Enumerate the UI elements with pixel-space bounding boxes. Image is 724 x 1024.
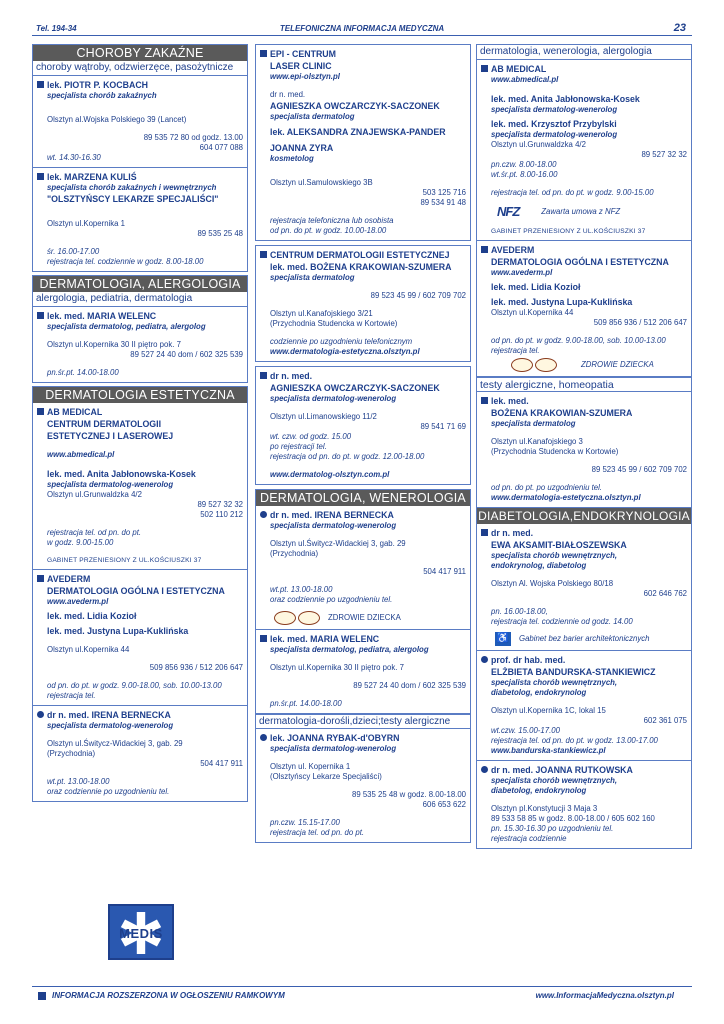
listing-url[interactable]: www.dermatolog-olsztyn.com.pl — [270, 470, 390, 479]
listing-organization: CENTRUM DERMATOLOGII — [47, 419, 162, 429]
listing-note: rejestracja telefoniczna lub osobista — [270, 216, 394, 225]
listing-specialty: specjalista dermatolog-wenerolog — [491, 130, 618, 139]
listing-name: CENTRUM DERMATOLOGII ESTETYCZNEJ — [270, 250, 450, 260]
listing-name: dr n. med. IRENA BERNECKA — [47, 710, 171, 720]
listing-specialty: specjalista chorób zakaźnych — [47, 91, 157, 100]
listing-specialty: endokrynolog, diabetolog — [491, 561, 587, 570]
listing-phone: 89 535 72 80 od godz. 13.00 — [143, 133, 243, 142]
listing-name: AGNIESZKA OWCZARCZYK-SACZONEK — [270, 383, 440, 393]
listing-address: (Przychodnia Studencka w Kortowie) — [491, 447, 619, 456]
listing-specialty: diabetolog, endokrynolog — [491, 786, 587, 795]
square-bullet-icon — [481, 529, 488, 536]
listing-hours: wt. czw. od godz. 15.00 — [270, 432, 352, 441]
listing — [256, 45, 470, 240]
listing-address: Olsztyn ul.Kopernika 30 II piętro pok. 7 — [270, 663, 404, 672]
listing-url[interactable]: www.abmedical.pl — [491, 75, 559, 84]
round-bullet-icon — [481, 656, 488, 663]
listing-phone: 89 541 71 69 — [420, 422, 466, 431]
listing-phone: 89 527 24 40 dom / 602 325 539 — [130, 350, 243, 359]
column-3 — [476, 44, 692, 849]
listing-hours: wt. 14.30-16.30 — [47, 153, 101, 162]
listing-phone: 504 417 911 — [200, 759, 243, 768]
listing-specialty: specjalista chorób zakaźnych i wewnętrznych — [47, 183, 217, 192]
listing — [256, 367, 470, 484]
listing-title: dr n. med. — [270, 371, 313, 381]
listing-name: EPI - CENTRUM — [270, 49, 336, 59]
listing-phone: 89 535 25 48 — [197, 229, 243, 238]
listing-name: lek. MARZENA KULIŚ — [47, 172, 137, 182]
section-owczarczyk — [255, 366, 471, 485]
square-bullet-icon — [260, 635, 267, 642]
listing-note: codziennie po uzgodnieniu telefonicznym — [270, 337, 413, 346]
listing-note: rejestracja tel. — [47, 691, 96, 700]
listing-specialty: specjalista dermatolog-wenerolog — [270, 394, 397, 403]
listing-hours: pn.czw. 8.00-18.00 — [491, 160, 557, 169]
listing-phone: 509 856 936 / 512 206 647 — [593, 318, 687, 327]
listing-note: rejestracja tel. od pn. do pt. w godz. 9.00-15.00 — [491, 188, 654, 197]
listing-specialty: specjalista dermatolog-wenerolog — [491, 105, 618, 114]
listing-hours: pn.czw. 15.15-17.00 — [270, 818, 340, 827]
listing-note: oraz codziennie po uzgodnieniu tel. — [47, 787, 170, 796]
listing-name: ELŻBIETA BANDURSKA-STANKIEWICZ — [491, 667, 656, 677]
listing-url[interactable]: www.dermatologia-estetyczna.olsztyn.pl — [270, 347, 420, 356]
page-header — [32, 22, 692, 36]
listing-phone: 606 653 622 — [422, 800, 466, 809]
listing — [477, 651, 691, 761]
subsection-title: dermatologia-dorośli,dzieci;testy alergiczne — [256, 714, 470, 729]
subsection-title: choroby wątroby, odzwierzęce, pasożytnicze — [33, 61, 247, 76]
round-bullet-icon — [37, 711, 44, 718]
listing-specialty: specjalista dermatolog — [270, 112, 355, 121]
listing-note: rejestracja tel. od pn. do pt. w godz. 13.00-17.00 — [491, 736, 658, 745]
listing-doctor: lek. med. Anita Jabłonowska-Kosek — [491, 94, 640, 104]
badge-label: ZDROWIE DZIECKA — [581, 360, 654, 369]
listing — [477, 392, 691, 508]
listing-doctor: lek. med. Lidia Kozioł — [491, 282, 581, 292]
subsection-title: alergologia, pediatria, dermatologia — [33, 292, 247, 307]
section-choroby-zakazne — [32, 44, 248, 272]
listing-doctor: lek. med. Anita Jabłonowska-Kosek — [47, 469, 196, 479]
wheelchair-icon: ♿ — [496, 633, 510, 644]
listing-organization: "OLSZTYŃSCY LEKARZE SPECJALIŚCI" — [47, 194, 219, 204]
listing-phone: 89 523 45 99 / 602 709 702 — [591, 465, 687, 474]
listing-name: AVEDERM — [47, 574, 91, 584]
badge-label: ZDROWIE DZIECKA — [328, 613, 401, 622]
listing-name: BOŻENA KRAKOWIAN-SZUMERA — [491, 408, 633, 418]
listing-address: Olsztyn Al. Wojska Polskiego 80/18 — [491, 579, 614, 588]
listing-note: rejestracja tel. od pn. do pt. — [47, 528, 142, 537]
listing-phone: 503 125 716 — [422, 188, 466, 197]
listing-name: AB MEDICAL — [47, 407, 103, 417]
listing — [33, 76, 247, 168]
listing-organization: DERMATOLOGIA OGÓLNA I ESTETYCZNA — [47, 586, 225, 596]
column-2 — [255, 44, 471, 843]
listing-address: Olsztyn al.Wojska Polskiego 39 (Lancet) — [47, 115, 187, 124]
listing-name: AB MEDICAL — [491, 64, 547, 74]
listing-cabinet-note: GABINET PRZENIESIONY Z UL.KOŚCIUSZKI 37 — [491, 228, 646, 235]
nfz-logo-icon: NFZ — [497, 204, 520, 219]
listing-name: lek. med. MARIA WELENC — [47, 311, 157, 321]
listing-specialty: specjalista dermatolog, pediatra, alergolog — [47, 322, 206, 331]
kids-faces-icon — [274, 611, 320, 625]
section-dermatologia-wenerologia-alergologia — [476, 44, 692, 849]
listing-specialty: specjalista dermatolog-wenerolog — [47, 480, 174, 489]
listing-hours: pn.śr.pt. 14.00-18.00 — [270, 699, 342, 708]
listing-phone: 89 527 32 32 — [641, 150, 687, 159]
square-bullet-icon — [37, 575, 44, 582]
listing-note: od pn. do pt. w godz. 10.00-18.00 — [270, 226, 387, 235]
logo-text: MEDIS — [119, 926, 163, 941]
listing-name: AVEDERM — [491, 245, 535, 255]
square-bullet-icon — [260, 251, 267, 258]
nfz-label: Zawarta umowa z NFZ — [541, 206, 621, 216]
round-bullet-icon — [481, 766, 488, 773]
listing-address: Olsztyn ul.Limanowskiego 11/2 — [270, 412, 377, 421]
listing-specialty: kosmetolog — [270, 154, 314, 163]
accessibility-note — [495, 632, 687, 646]
listing — [33, 706, 247, 801]
listing-note: rejestracja od pn. do pt. w godz. 12.00-18.00 — [270, 452, 425, 461]
listing-phone: 602 646 762 — [643, 589, 687, 598]
listing-phone: 89 535 25 48 w godz. 8.00-18.00 — [351, 790, 466, 799]
listing — [256, 630, 470, 714]
listing-address: Olsztyn ul.Kopernika 1C, lokal 15 — [491, 706, 606, 715]
listing-cabinet-note: GABINET PRZENIESIONY Z UL.KOŚCIUSZKI 37 — [47, 557, 202, 564]
nfz-contract — [497, 204, 687, 219]
listing-title: prof. dr hab. med. — [491, 655, 566, 665]
square-bullet-icon — [37, 173, 44, 180]
listing-phone: 89 534 91 48 — [420, 198, 466, 207]
listing-address: Olsztyn ul.Świtycz-Widackiej 3, gab. 29 — [270, 539, 406, 548]
square-bullet-icon — [38, 992, 46, 1000]
listing-specialty: specjalista chorób wewnętrznych, — [491, 678, 618, 687]
listing — [477, 241, 691, 377]
section-title: CHOROBY ZAKAŹNE — [33, 45, 247, 61]
listing-phone: 89 527 24 40 dom / 602 325 539 — [353, 681, 466, 690]
listing — [33, 570, 247, 706]
listing-doctor: JOANNA ZYRA — [270, 143, 334, 153]
listing-address: (Przychodnia) — [270, 549, 319, 558]
listing-note: rejestracja tel. codziennie od godz. 14.00 — [491, 617, 633, 626]
listing-hours: śr. 16.00-17.00 — [47, 247, 100, 256]
square-bullet-icon — [37, 81, 44, 88]
listing-hours: wt.śr.pt. 8.00-16.00 — [491, 170, 558, 179]
round-bullet-icon — [260, 511, 267, 518]
listing-address: Olsztyn ul.Kanafojskiego 3/21 — [270, 309, 373, 318]
listing-phone: 602 361 075 — [643, 716, 687, 725]
listing — [256, 246, 470, 361]
listing-note: rejestracja tel. od pn. do pt. — [270, 828, 365, 837]
listing-specialty: specjalista chorób wewnętrznych, — [491, 551, 618, 560]
listing-name: lek. JOANNA RYBAK-d'OBYRN — [270, 733, 400, 743]
listing-doctor: lek. med. Lidia Kozioł — [47, 611, 137, 621]
listing-address: Olsztyn ul.Kopernika 30 II piętro pok. 7 — [47, 340, 181, 349]
listing-specialty: specjalista dermatolog, pediatra, alergolog — [270, 645, 429, 654]
listing-hours: od pn. do pt. w godz. 9.00-18.00, sob. 10.00-13.00 — [47, 681, 222, 690]
listing-note: po rejestracji tel. — [270, 442, 327, 451]
listing — [256, 506, 470, 630]
listing-title: dr n. med. — [491, 528, 534, 538]
listing-organization: LASER CLINIC — [270, 61, 332, 71]
listing — [477, 761, 691, 848]
listing-url[interactable]: www.avederm.pl — [47, 597, 109, 606]
listing-doctor: lek. med. BOŻENA KRAKOWIAN-SZUMERA — [270, 262, 452, 272]
listing-doctor: lek. med. Krzysztof Przybylski — [491, 119, 617, 129]
listing-doctor: lek. med. Justyna Lupa-Kuklińska — [47, 626, 189, 636]
page-number: 23 — [673, 22, 686, 34]
listing — [256, 729, 470, 842]
listing-phone: 504 417 911 — [423, 567, 466, 576]
listing-note: rejestracja tel. — [491, 346, 540, 355]
header-phone: Tel. 194-34 — [36, 24, 77, 33]
footer-left — [38, 991, 285, 1000]
listing-specialty: specjalista chorób wewnętrznych, — [491, 776, 618, 785]
square-bullet-icon — [260, 372, 267, 379]
listing-note: rejestracja tel. codziennie w godz. 8.00-18.00 — [47, 257, 204, 266]
listing-address: Olsztyn pl.Konstytucji 3 Maja 3 — [491, 804, 598, 813]
section-dermatologia-estetyczna — [32, 386, 248, 802]
listing-address: (Przychodnia Studencka w Kortowie) — [270, 319, 398, 328]
square-bullet-icon — [481, 246, 488, 253]
listing-title: dr n. med. — [270, 90, 306, 99]
listing-note: od pn. do pt. po uzgodnieniu tel. — [491, 483, 602, 492]
listing-address: Olsztyn ul.Grunwaldzka 4/2 — [47, 490, 142, 499]
listing — [477, 524, 691, 651]
listing-doctor: AGNIESZKA OWCZARCZYK-SACZONEK — [270, 101, 440, 111]
listing-hours: wt.pt. 13.00-18.00 — [270, 585, 333, 594]
listing — [33, 403, 247, 570]
listing-hours: wt.czw. 15.00-17.00 — [491, 726, 560, 735]
listing-phone: 604 077 088 — [199, 143, 243, 152]
listing-hours: wt.pt. 13.00-18.00 — [47, 777, 110, 786]
listing-url[interactable]: www.abmedical.pl — [47, 450, 115, 459]
child-health-badge — [274, 611, 466, 625]
listing-url[interactable]: www.bandurska-stankiewicz.pl — [491, 746, 606, 755]
listing-url[interactable]: www.avederm.pl — [491, 268, 553, 277]
listing-doctor: lek. med. Justyna Lupa-Kuklińska — [491, 297, 633, 307]
listing-address: Olsztyn ul.Kopernika 1 — [47, 219, 126, 228]
square-bullet-icon — [37, 312, 44, 319]
listing-address: Olsztyn ul.Kopernika 44 — [47, 645, 130, 654]
square-bullet-icon — [260, 50, 267, 57]
listing-name: dr n. med. JOANNA RUTKOWSKA — [491, 765, 633, 775]
listing-url[interactable]: www.epi-olsztyn.pl — [270, 72, 340, 81]
listing-specialty: diabetolog, endokrynolog — [491, 688, 587, 697]
section-title: DERMATOLOGIA, ALERGOLOGIA — [33, 276, 247, 292]
header-title: TELEFONICZNA INFORMACJA MEDYCZNA — [279, 24, 445, 33]
accessibility-label: Gabinet bez barier architektonicznych — [519, 634, 650, 643]
listing-phone: 89 533 58 85 w godz. 8.00-18.00 / 605 602 160 — [491, 814, 655, 823]
round-bullet-icon — [260, 734, 267, 741]
listing-address: Olsztyn ul.Kopernika 44 — [491, 308, 574, 317]
listing-address: (Przychodnia) — [47, 749, 96, 758]
listing-organization: DERMATOLOGIA OGÓLNA I ESTETYCZNA — [491, 257, 669, 267]
listing-name: dr n. med. IRENA BERNECKA — [270, 510, 394, 520]
listing — [477, 60, 691, 241]
listing-address: (Olsztyńscy Lekarze Specjaliści) — [270, 772, 382, 781]
footer-left-text: INFORMACJA ROZSZERZONA W OGŁOSZENIU RAMKOWYM — [52, 991, 285, 1000]
section-dermatologia-alergologia — [32, 275, 248, 383]
listing-address: Olsztyn ul.Samulowskiego 3B — [270, 178, 373, 187]
column-1 — [32, 44, 248, 802]
section-epi-centrum — [255, 44, 471, 241]
listing-specialty: specjalista dermatolog-wenerolog — [270, 521, 397, 530]
footer-url[interactable]: www.InformacjaMedyczna.olsztyn.pl — [535, 991, 674, 1000]
section-dermatologia-wenerologia — [255, 489, 471, 843]
listing-specialty: specjalista dermatolog-wenerolog — [270, 744, 397, 753]
listing — [33, 307, 247, 382]
listing-phone: 89 527 32 32 — [197, 500, 243, 509]
section-title: DERMATOLOGIA, WENEROLOGIA — [256, 490, 470, 506]
page-footer — [32, 986, 692, 1000]
listing-phone: 89 523 45 99 / 602 709 702 — [370, 291, 466, 300]
listing-name: lek. PIOTR P. KOCBACH — [47, 80, 149, 90]
listing-specialty: specjalista dermatolog — [270, 273, 355, 282]
subsection-title: dermatologia, wenerologia, alergologia — [477, 45, 691, 60]
listing-address: Olsztyn ul.Kanafojskiego 3 — [491, 437, 583, 446]
listing-url[interactable]: www.dermatologia-estetyczna.olsztyn.pl — [491, 493, 641, 502]
listing-phone: 509 856 936 / 512 206 647 — [149, 663, 243, 672]
listing-hours: pn. 16.00-18.00, — [491, 607, 548, 616]
square-bullet-icon — [481, 397, 488, 404]
child-health-badge — [511, 358, 687, 372]
medis-logo — [108, 904, 174, 960]
listing-specialty: specjalista dermatolog — [491, 419, 576, 428]
listing-hours: pn.śr.pt. 14.00-18.00 — [47, 368, 119, 377]
kids-faces-icon — [511, 358, 557, 372]
subsection-title: testy alergiczne, homeopatia — [477, 377, 691, 392]
listing-note: rejestracja codziennie — [491, 834, 567, 843]
listing-address: Olsztyn ul.Świtycz-Widackiej 3, gab. 29 — [47, 739, 183, 748]
section-title: DERMATOLOGIA ESTETYCZNA — [33, 387, 247, 403]
section-centrum-dermatologii — [255, 245, 471, 362]
listing-phone: 502 110 212 — [200, 510, 243, 519]
listing-hours: od pn. do pt. w godz. 9.00-18.00, sob. 10.00-13.00 — [491, 336, 666, 345]
listing-address: Olsztyn ul. Kopernika 1 — [270, 762, 351, 771]
listing-specialty: specjalista dermatolog-wenerolog — [47, 721, 174, 730]
listing-doctor: lek. ALEKSANDRA ZNAJEWSKA-PANDER — [270, 127, 446, 137]
listing-name: lek. med. MARIA WELENC — [270, 634, 380, 644]
section-title: DIABETOLOGIA,ENDOKRYNOLOGIA — [478, 509, 690, 523]
listing — [33, 168, 247, 271]
listing-note: w godz. 9.00-15.00 — [47, 538, 114, 547]
listing-organization: ESTETYCZNEJ I LASEROWEJ — [47, 431, 174, 441]
square-bullet-icon — [481, 65, 488, 72]
square-bullet-icon — [37, 408, 44, 415]
listing-hours: pn. 15.30-16.30 po uzgodnieniu tel. — [491, 824, 614, 833]
listing-address: Olsztyn ul.Grunwaldzka 4/2 — [491, 140, 586, 149]
listing-note: oraz codziennie po uzgodnieniu tel. — [270, 595, 393, 604]
listing-name: EWA AKSAMIT-BIAŁOSZEWSKA — [491, 540, 627, 550]
listing-title: lek. med. — [491, 396, 529, 406]
